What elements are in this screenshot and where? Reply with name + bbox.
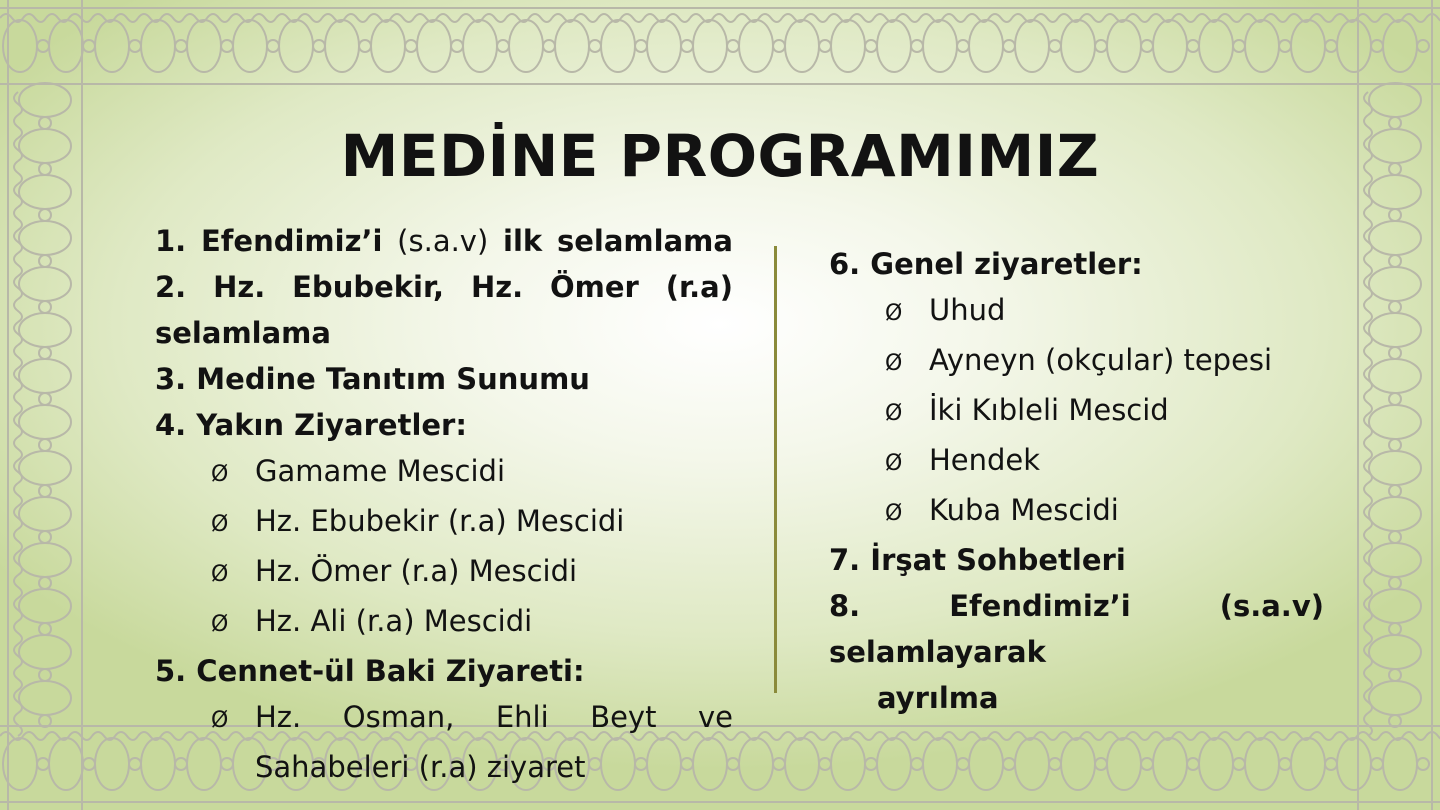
arrow-bullet-icon: Ø — [885, 501, 903, 526]
arrow-bullet-icon: Ø — [211, 462, 229, 487]
sub-item: Ø Ayneyn (okçular) tepesi — [829, 337, 1324, 387]
list-item-7: 7. İrşat Sohbetleri — [829, 543, 1126, 577]
left-column — [155, 218, 733, 790]
list-item-8: 8. Efendimiz’i (s.a.v) — [829, 589, 1324, 623]
arrow-bullet-icon: Ø — [211, 612, 229, 637]
sub-item-continuation: Sahabeleri (r.a) ziyaret — [255, 750, 586, 784]
slide-title: MEDİNE PROGRAMIMIZ — [340, 122, 1100, 190]
right-column — [829, 241, 1324, 721]
arrow-bullet-icon: Ø — [885, 301, 903, 326]
list-item-2-continuation: selamlama — [155, 316, 331, 350]
column-divider — [774, 246, 777, 693]
list-item-2: 2. Hz. Ebubekir, Hz. Ömer (r.a) — [155, 270, 733, 304]
sub-item: Ø İki Kıbleli Mescid — [829, 387, 1324, 437]
sub-item: Ø Hz. Ebubekir (r.a) Mescidi — [155, 498, 733, 548]
list-item-3: 3. Medine Tanıtım Sunumu — [155, 362, 590, 396]
arrow-bullet-icon: Ø — [211, 708, 229, 733]
sub-item: Ø Kuba Mescidi — [829, 487, 1324, 537]
sub-item: Ø Uhud — [829, 287, 1324, 337]
sub-item: Ø Hz. Ömer (r.a) Mescidi — [155, 548, 733, 598]
list-item-5: 5. Cennet-ül Baki Ziyareti: — [155, 654, 585, 688]
sub-item: Ø Hendek — [829, 437, 1324, 487]
list-item-4: 4. Yakın Ziyaretler: — [155, 408, 467, 442]
arrow-bullet-icon: Ø — [211, 512, 229, 537]
sub-item: Ø Gamame Mescidi — [155, 448, 733, 498]
sub-item: Ø Hz. Ali (r.a) Mescidi — [155, 598, 733, 648]
arrow-bullet-icon: Ø — [211, 562, 229, 587]
list-item-6: 6. Genel ziyaretler: — [829, 247, 1143, 281]
arrow-bullet-icon: Ø — [885, 451, 903, 476]
arrow-bullet-icon: Ø — [885, 401, 903, 426]
arrow-bullet-icon: Ø — [885, 351, 903, 376]
sub-item: Ø Hz. Osman, Ehli Beyt ve — [155, 694, 733, 744]
list-item-8-continuation-2: ayrılma — [877, 681, 999, 715]
list-item-1: 1. Efendimiz’i (s.a.v) ilk selamlama — [155, 224, 733, 258]
list-item-8-continuation: selamlayarak — [829, 635, 1046, 669]
